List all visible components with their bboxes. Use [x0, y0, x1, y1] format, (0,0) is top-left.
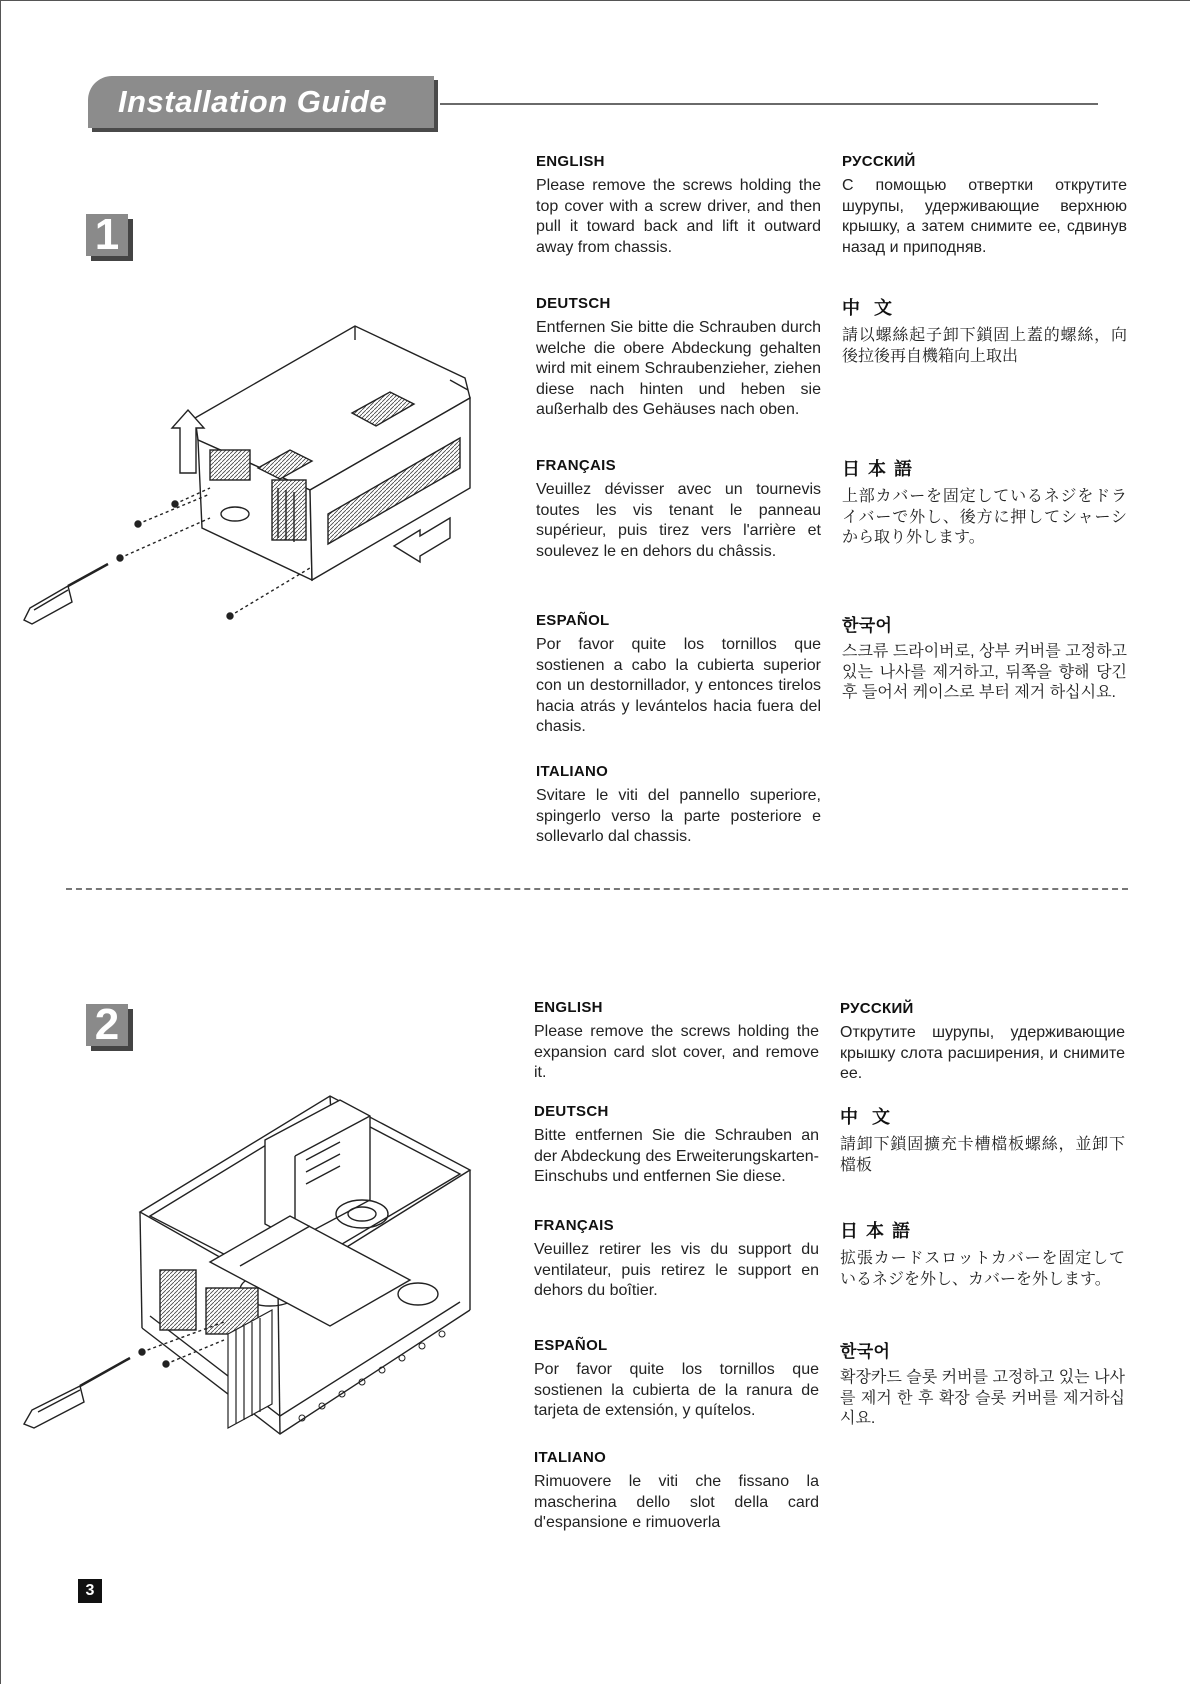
- step-2-italian-text: Rimuovere le viti che fissano la mascherina dello slot della card d'espansione e rimuoverla: [534, 1473, 819, 1531]
- step-1-japanese-text: 上部カバーを固定しているネジをドライバーで外し、後方に押してシャーシから取り外します。: [842, 488, 1127, 546]
- page-title: Installation Guide: [118, 84, 388, 119]
- step-1-chinese-text: 請以螺絲起子卸下鎖固上蓋的螺絲，向後拉後再自機箱向上取出: [842, 327, 1127, 365]
- step-1-illustration: [10, 318, 480, 628]
- step-2-spanish-heading: ESPAÑOL: [534, 1337, 608, 1354]
- step-1-french-text: Veuillez dévisser avec un tournevis toutes les vis tenant le panneau supérieur, puis tirez vers l'arrière et soulevez le en dehors du châssis.: [536, 481, 821, 560]
- step-1-italian-text: Svitare le viti del pannello superiore, spingerlo verso la parte posteriore e sollevarlo dal chassis.: [536, 787, 821, 845]
- step-1-german-text: Entfernen Sie bitte die Schrauben durch welche die obere Abdeckung gehalten wird mit einem Schraubenzieher, ziehen diese nach hinten und heben sie außerhalb des Gehäuses nach oben.: [536, 319, 821, 418]
- section-divider: [66, 888, 1128, 890]
- step-1-korean-text: 스크류 드라이버로, 상부 커버를 고정하고 있는 나사를 제거하고, 뒤쪽을 향해 당긴후 들어서 케이스로 부터 제거 하십시요.: [842, 643, 1127, 701]
- step-1-german-heading: DEUTSCH: [536, 295, 611, 312]
- step-1-russian: [842, 153, 1127, 258]
- step-2-japanese-heading: 日本語: [840, 1221, 918, 1241]
- step-1-italian: [536, 763, 821, 848]
- step-2-english-heading: ENGLISH: [534, 999, 603, 1016]
- header-rule: [440, 103, 1098, 105]
- step-2-italian-heading: ITALIANO: [534, 1449, 607, 1466]
- step-1-japanese-heading: 日本語: [842, 459, 920, 479]
- step-1-spanish-text: Por favor quite los tornillos que sostienen a cabo la cubierta superior con un destornillador, y entonces tirelos hacia atrás y levántelos hacia fuera del chasis.: [536, 636, 821, 735]
- step-2-korean-heading: 한국어: [840, 1342, 891, 1361]
- step-2-badge: 2: [86, 1004, 128, 1046]
- step-2-italian: [534, 1449, 819, 1534]
- step-1-chinese: [842, 294, 1127, 367]
- step-2-english-text: Please remove the screws holding the expansion card slot cover, and remove it.: [534, 1023, 819, 1081]
- step-2-french-heading: FRANÇAIS: [534, 1217, 614, 1234]
- page-number: 3: [78, 1579, 102, 1603]
- step-1-russian-heading: РУССКИЙ: [842, 153, 916, 170]
- step-2-illustration: [10, 1090, 480, 1440]
- step-1-french-heading: FRANÇAIS: [536, 457, 616, 474]
- step-1-badge: 1: [86, 214, 128, 256]
- step-1-korean-heading: 한국어: [842, 616, 893, 635]
- step-2-french-text: Veuillez retirer les vis du support du ventilateur, puis retirez le support en dehors du boîtier.: [534, 1241, 819, 1299]
- step-1-korean: [842, 611, 1127, 704]
- step-1-german: [536, 295, 821, 421]
- step-1-russian-text: С помощью отвертки открутите шурупы, удерживающие верхнюю крышку, а затем снимите ее, сдвинув назад и приподняв.: [842, 177, 1127, 256]
- step-2-german: [534, 1103, 819, 1188]
- step-2-russian-text: Открутите шурупы, удерживающие крышку слота расширения, и снимите ее.: [840, 1024, 1125, 1082]
- step-2-spanish-text: Por favor quite los tornillos que sostienen la cubierta de la ranura de tarjeta de extensión, y quítelos.: [534, 1361, 819, 1419]
- step-1-english-text: Please remove the screws holding the top cover with a screw driver, and then pull it toward back and lift it outward away from chassis.: [536, 177, 821, 256]
- page-border-left: [0, 0, 1, 1684]
- step-1-spanish: [536, 612, 821, 738]
- step-1-japanese: [842, 455, 1127, 549]
- step-1-english-heading: ENGLISH: [536, 153, 605, 170]
- step-1-english: [536, 153, 821, 258]
- step-2-russian: [840, 1000, 1125, 1085]
- step-2-chinese: [840, 1103, 1125, 1176]
- step-2-german-heading: DEUTSCH: [534, 1103, 609, 1120]
- step-2-korean-text: 확장카드 슬롯 커버를 고정하고 있는 나사를 제거 한 후 확장 슬롯 커버를 제거하십시요.: [840, 1369, 1125, 1427]
- step-2-japanese-text: 拡張カードスロットカバーを固定しているネジを外し、カバーを外します。: [840, 1250, 1125, 1288]
- step-1-french: [536, 457, 821, 562]
- step-2-japanese: [840, 1217, 1125, 1290]
- step-2-english: [534, 999, 819, 1084]
- step-1-chinese-heading: 中文: [842, 298, 906, 318]
- step-2-chinese-heading: 中文: [840, 1107, 904, 1127]
- step-2-spanish: [534, 1337, 819, 1422]
- step-1-spanish-heading: ESPAÑOL: [536, 612, 610, 629]
- step-1-italian-heading: ITALIANO: [536, 763, 609, 780]
- page-border-top: [0, 0, 1190, 1]
- step-2-chinese-text: 請卸下鎖固擴充卡槽檔板螺絲，並卸下檔板: [840, 1136, 1125, 1174]
- step-2-korean: [840, 1337, 1125, 1430]
- step-2-french: [534, 1217, 819, 1302]
- step-2-german-text: Bitte entfernen Sie die Schrauben an der Abdeckung des Erweiterungskarten-Einschubs und entfernen Sie diese.: [534, 1127, 819, 1185]
- step-2-russian-heading: РУССКИЙ: [840, 1000, 914, 1017]
